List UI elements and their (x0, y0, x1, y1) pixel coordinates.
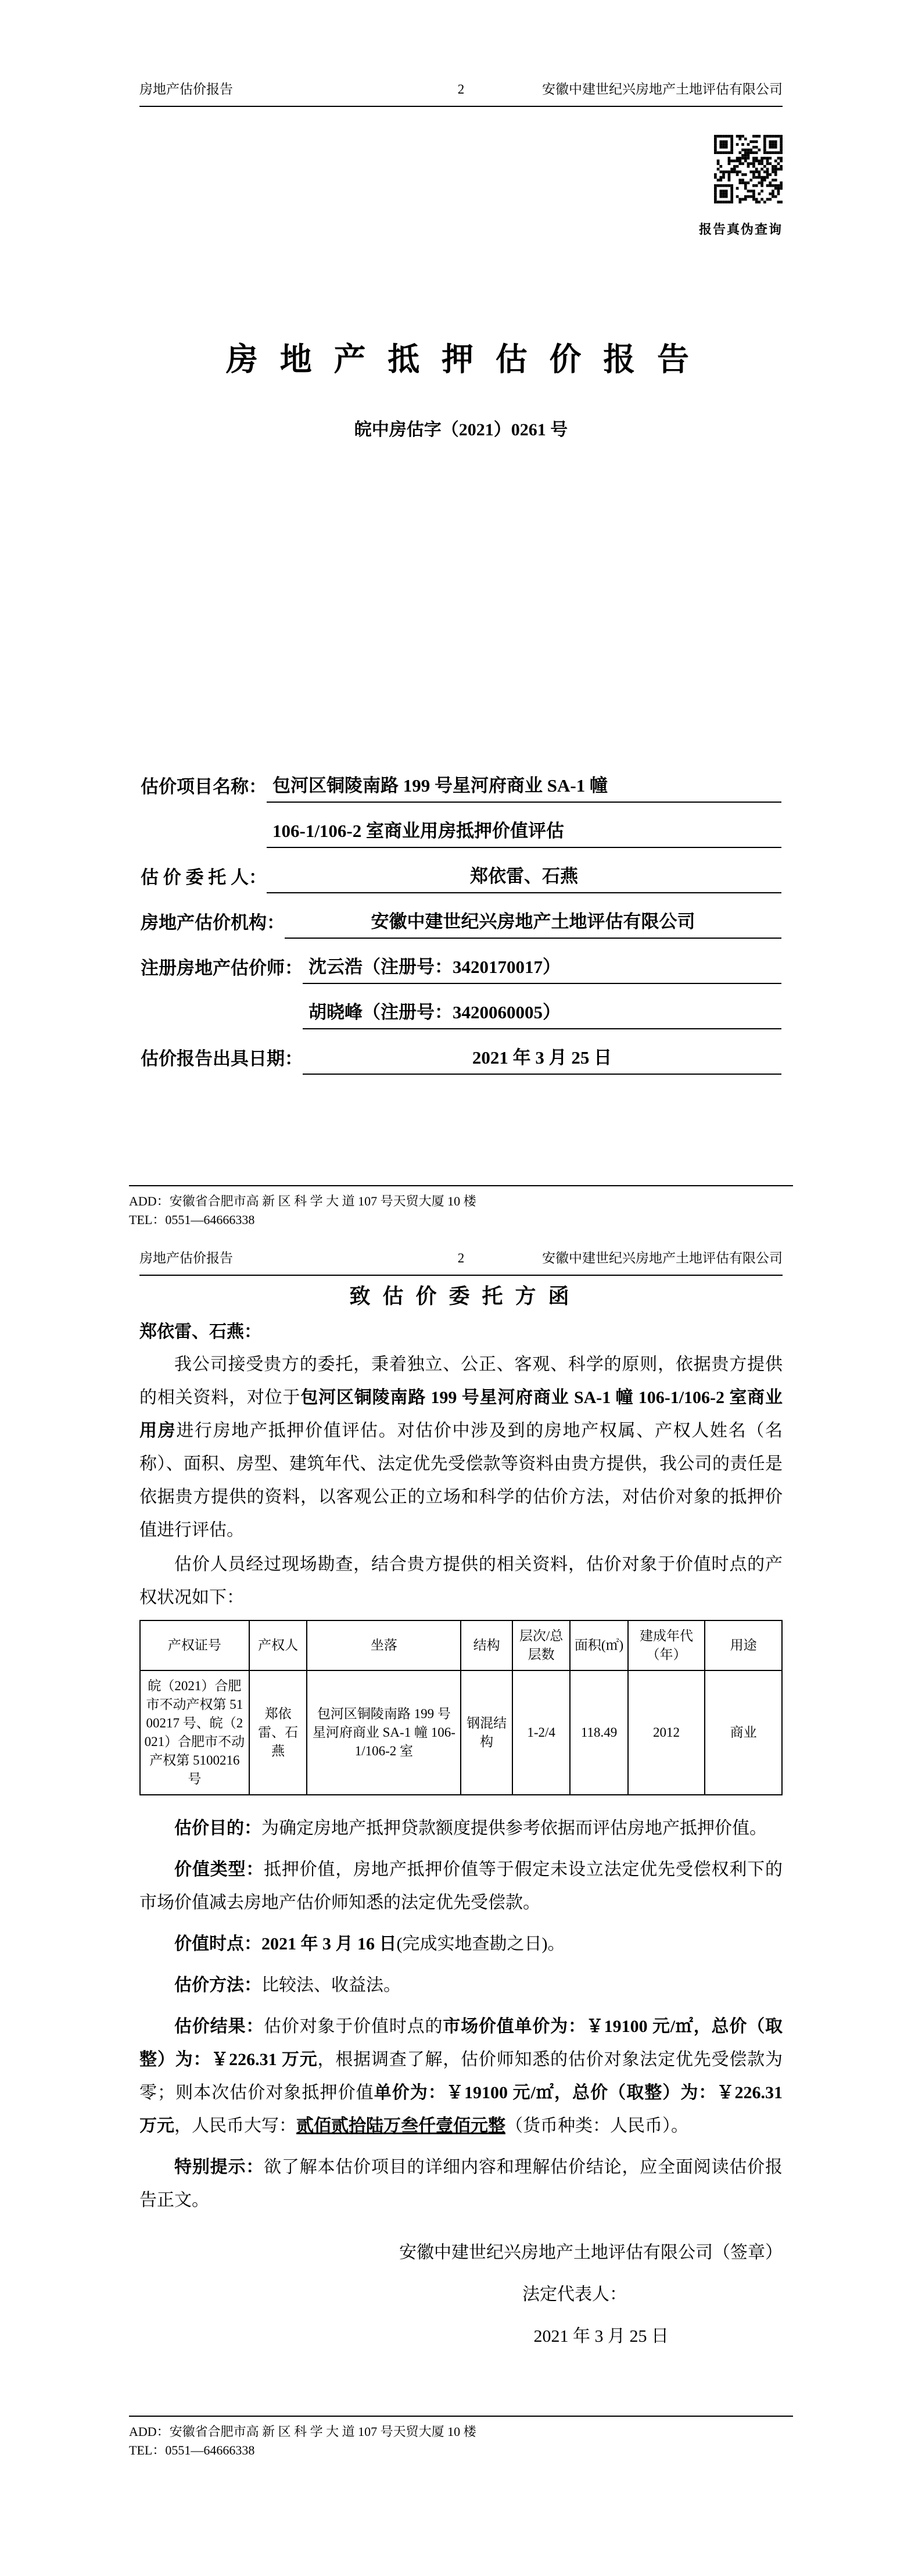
qr-caption: 报告真伪查询 (698, 222, 783, 237)
text-segment: ，人民币大写： (174, 2116, 296, 2135)
table-header-cell: 产权人 (249, 1620, 307, 1670)
table-header-cell: 坐落 (307, 1620, 461, 1670)
text-segment: ，根据调查了解，估价师知悉的估价对象法定优先受偿款为零；则本次估价对象抵押价值 (139, 2050, 783, 2102)
text-segment: 贰佰贰拾陆万叁仟壹佰元整 (296, 2116, 505, 2135)
footer-address: ADD：安徽省合肥市高 新 区 科 学 大 道 107 号天贸大厦 10 楼 (129, 1194, 476, 1208)
text-segment: 市场价值单价为：￥19100 元/㎡，总价（取整）为：￥226.31 万元 (139, 2017, 783, 2069)
table-header-cell: 建成年代（年） (628, 1620, 705, 1670)
form-field (141, 848, 781, 893)
letter-items (0, 1812, 922, 2217)
form-field-value: 106-1/106-2 室商业用房抵押价值评估 (267, 803, 781, 848)
letter-salutation: 郑依雷、石燕： (139, 1322, 261, 1341)
text-segment: 估价目的： (174, 1819, 261, 1838)
text-segment: 价值时点： (174, 1934, 261, 1954)
letter-item (139, 2151, 783, 2217)
report-number: 皖中房估字（2021）0261 号 (354, 420, 568, 439)
qr-section (139, 135, 783, 237)
table-header-cell: 用途 (705, 1620, 782, 1670)
text-segment: 欲了解本估价项目的详细内容和理解估价结论，应全面阅读估价报告正文。 (139, 2158, 783, 2210)
header-company-name: 安徽中建世纪兴房地产土地评估有限公司 (542, 1251, 783, 1265)
report-title: 房 地 产 抵 押 估 价 报 告 (225, 342, 696, 377)
form-field (141, 757, 781, 848)
table-cell: 皖（2021）合肥市不动产权第 5100217 号、皖（2021）合肥市不动产权第 5100216 号 (140, 1670, 249, 1795)
form-field-label: 估 价 委 托 人： (141, 867, 267, 888)
cover-fields (141, 757, 781, 1075)
page-footer (129, 2416, 793, 2460)
text-segment: 单价为：￥19100 元/㎡，总价（取整）为：￥226.31 万元 (139, 2083, 783, 2135)
signature-company: 安徽中建世纪兴房地产土地评估有限公司（签章） (399, 2243, 783, 2262)
property-table-wrap (139, 1620, 783, 1795)
text-segment: 估价方法： (174, 1976, 261, 1995)
table-cell: 1-2/4 (512, 1670, 570, 1795)
text-segment: 抵押价值，房地产抵押价值等于假定未设立法定优先受偿权利下的市场价值减去房地产估价师知悉的法定优先受偿款。 (139, 1860, 783, 1912)
table-row (140, 1670, 782, 1795)
text-segment: (完成实地查勘之日)。 (396, 1934, 565, 1954)
letter-paragraph-survey: 估价人员经过现场勘查，结合贵方提供的相关资料，估价对象于价值时点的产权状况如下： (139, 1555, 783, 1607)
table-header-cell: 结构 (461, 1620, 512, 1670)
footer-phone: TEL：0551—64666338 (129, 2443, 255, 2457)
form-field-value: 胡晓峰（注册号：3420060005） (303, 984, 781, 1029)
table-body (140, 1670, 782, 1795)
form-field-label: 估价报告出具日期： (141, 1049, 303, 1069)
page-footer (129, 1185, 793, 1229)
header-report-type: 房地产估价报告 (139, 82, 233, 96)
header-report-type: 房地产估价报告 (139, 1251, 233, 1265)
qr-code-icon (714, 135, 783, 203)
signature-block (139, 2232, 783, 2357)
text-segment: 特别提示： (174, 2158, 264, 2177)
table-cell: 2012 (628, 1670, 705, 1795)
table-header-cell: 层次/总层数 (512, 1620, 570, 1670)
form-field-value: 郑依雷、石燕 (267, 848, 781, 893)
form-field-label: 估价项目名称： (141, 777, 267, 797)
table-cell: 商业 (705, 1670, 782, 1795)
letter-paragraph-intro (139, 1348, 783, 1547)
form-field-value: 2021 年 3 月 25 日 (303, 1029, 781, 1075)
header-company-name: 安徽中建世纪兴房地产土地评估有限公司 (542, 82, 783, 96)
text-segment: 包河区铜陵南路 199 号星河府商业 SA-1 幢 106-1/106-2 室商业用房 (139, 1388, 783, 1440)
property-table (139, 1620, 783, 1795)
header-page-number: 2 (457, 1251, 465, 1265)
text-segment: （货币种类：人民币）。 (505, 2116, 688, 2135)
table-cell: 包河区铜陵南路 199 号星河府商业 SA-1 幢 106-1/106-2 室 (307, 1670, 461, 1795)
table-header-cell: 面积(㎡) (570, 1620, 627, 1670)
letter-item (139, 1853, 783, 1919)
footer-address: ADD：安徽省合肥市高 新 区 科 学 大 道 107 号天贸大厦 10 楼 (129, 2424, 476, 2439)
letter-item (139, 2010, 783, 2142)
table-cell: 钢混结构 (461, 1670, 512, 1795)
form-field-value: 包河区铜陵南路 199 号星河府商业 SA-1 幢 (267, 757, 781, 803)
text-segment: 比较法、收益法。 (261, 1976, 401, 1995)
form-field-label: 房地产估价机构： (141, 913, 285, 933)
page-header (139, 81, 783, 107)
table-header-row (140, 1620, 782, 1670)
table-cell: 118.49 (570, 1670, 627, 1795)
signature-legal-rep: 法定代表人： (522, 2285, 627, 2304)
form-field-value: 沈云浩（注册号：3420170017） (303, 939, 781, 984)
text-segment: 进行房地产抵押价值评估。对估价中涉及到的房地产权属、产权人姓名（名称）、面积、房型、建筑年代、法定优先受偿款等资料由贵方提供，我公司的责任是依据贵方提供的资料，以客观公正的立场和科学的估价方法，对估价对象的抵押价值进行评估。 (139, 1421, 783, 1540)
text-segment: 价值类型： (174, 1860, 264, 1879)
letter-item (139, 1812, 783, 1845)
letter-item (139, 1927, 783, 1960)
letter-item (139, 1969, 783, 2002)
signature-date: 2021 年 3 月 25 日 (533, 2327, 669, 2346)
text-segment: 为确定房地产抵押贷款额度提供参考依据而评估房地产抵押价值。 (261, 1819, 767, 1838)
letter-title: 致 估 价 委 托 方 函 (349, 1285, 573, 1308)
table-header-cell: 产权证号 (140, 1620, 249, 1670)
form-field (141, 1029, 781, 1075)
form-field-label: 注册房地产估价师： (141, 958, 303, 978)
text-segment: 我公司接受贵方的委托，秉着独立、公正、客观、科学的原则，依据贵方提供的相关资料，对位于 (139, 1355, 783, 1407)
form-field (141, 939, 781, 1029)
footer-phone: TEL：0551—64666338 (129, 1212, 255, 1227)
header-page-number: 2 (457, 82, 465, 96)
text-segment: 估价对象于价值时点的 (264, 2017, 443, 2036)
text-segment: 2021 年 3 月 16 日 (261, 1934, 397, 1954)
form-field-value: 安徽中建世纪兴房地产土地评估有限公司 (285, 893, 781, 939)
text-segment: 估价结果： (174, 2017, 264, 2036)
table-cell: 郑依雷、石燕 (249, 1670, 307, 1795)
page-header (139, 1250, 783, 1276)
form-field (141, 893, 781, 939)
